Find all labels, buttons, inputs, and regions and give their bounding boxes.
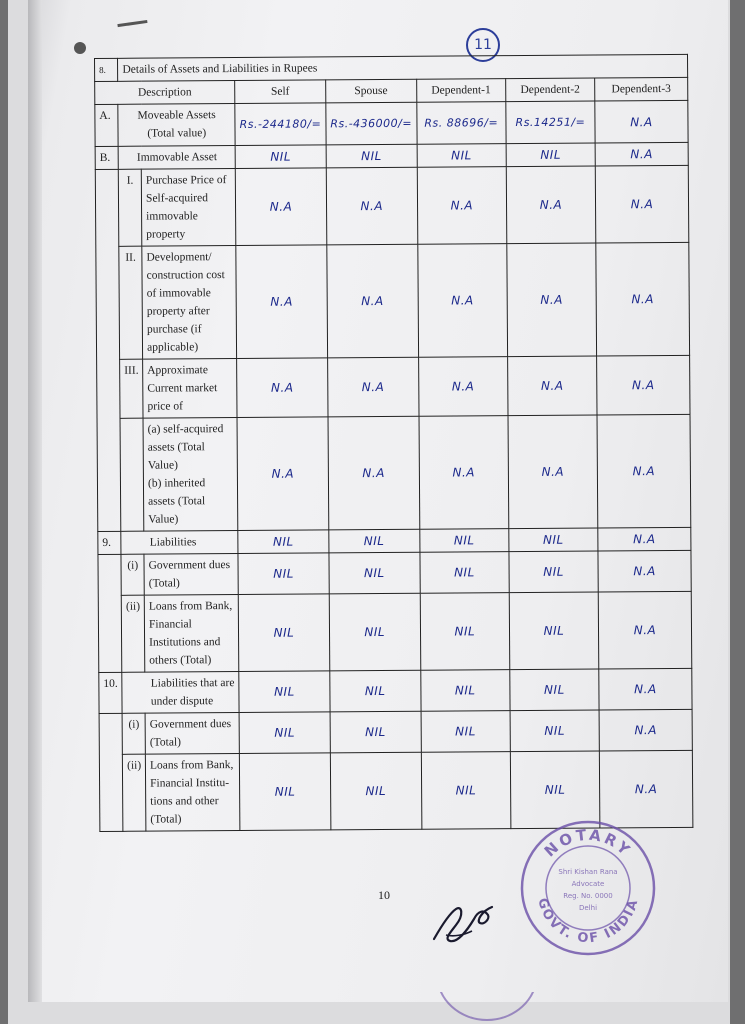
stamp-partial-below [432, 992, 542, 1024]
ink-blot [74, 42, 86, 54]
row-spacer [99, 713, 123, 831]
table-row [99, 668, 692, 713]
value-dep3: N.A [598, 550, 691, 592]
row-label [143, 418, 238, 532]
value-dep3: N.A [597, 414, 691, 528]
row-label: Government dues (Total) [144, 554, 238, 596]
value-spouse: N.A [328, 416, 420, 530]
value-dep1: NIL [421, 752, 511, 830]
row-roman: I. [119, 169, 142, 246]
section-index: 8. [95, 58, 119, 81]
stamp-inner-city: Delhi [578, 904, 598, 912]
value-self: NIL [239, 753, 330, 831]
value-dep1: N.A [417, 167, 507, 245]
row-spacer [95, 169, 121, 531]
value-spouse: NIL [326, 144, 417, 168]
value-dep3: N.A [595, 100, 688, 143]
col-dependent-2: Dependent-2 [506, 78, 595, 102]
table-row [97, 355, 690, 418]
col-dependent-1: Dependent-1 [416, 79, 506, 103]
row-label: Loans from Bank, Financial Institutions and others (Total) [144, 595, 239, 673]
value-dep3: N.A [595, 142, 688, 166]
value-dep2: N.A [507, 243, 597, 357]
self-acquired-label: (a) self-acquired assets (Total Value) [147, 423, 224, 472]
row-spacer [98, 554, 122, 672]
value-dep3: N.A [595, 165, 689, 243]
value-dep2: N.A [506, 166, 596, 244]
moveable-label: Moveable Assets [137, 109, 216, 122]
table-row [98, 591, 692, 672]
value-dep1: N.A [417, 244, 507, 358]
value-self: NIL [239, 671, 330, 713]
value-dep3: N.A [598, 527, 691, 551]
value-dep2: NIL [510, 669, 599, 711]
value-dep2: N.A [508, 356, 597, 416]
value-self: N.A [237, 417, 329, 531]
table-row [97, 414, 691, 531]
table-row [99, 709, 692, 754]
value-dep1: N.A [419, 416, 509, 530]
row-label [118, 104, 235, 147]
value-spouse: NIL [329, 552, 420, 594]
value-dep2: Rs.14251/= [506, 101, 595, 144]
value-dep2: N.A [508, 415, 598, 529]
value-dep1: NIL [419, 529, 509, 553]
value-dep3: N.A [599, 750, 693, 828]
value-self: NIL [238, 594, 329, 672]
assets-liabilities-table [94, 54, 693, 832]
value-spouse: NIL [329, 529, 420, 553]
row-label: Government dues (Total) [145, 713, 239, 755]
value-dep1: NIL [421, 711, 511, 753]
value-spouse: Rs.-436000/= [326, 102, 417, 145]
row-sub: (i) [122, 713, 145, 754]
table-row [96, 242, 690, 359]
page-marker-circle: 11 [466, 28, 500, 62]
table-row [95, 165, 689, 246]
row-label: Liabilities that are under dispute [122, 672, 239, 714]
value-self: NIL [238, 553, 329, 595]
row-label: Liabilities [121, 531, 238, 555]
value-dep2: NIL [509, 592, 599, 670]
value-self: Rs.-244180/= [235, 103, 326, 146]
table-row [95, 100, 688, 146]
row-label: Development/ construction cost of immovable property after purchase (if applicable) [142, 246, 237, 360]
value-dep1: NIL [417, 144, 507, 168]
row-roman: II. [119, 246, 142, 359]
value-dep2: NIL [510, 710, 599, 752]
row-label: Purchase Price of Self-acquired immovable property [141, 169, 236, 247]
value-dep2: NIL [509, 551, 598, 593]
col-spouse: Spouse [326, 79, 417, 103]
stamp-inner-name: Shri Kishan Rana [558, 868, 618, 876]
row-label: Immovable Asset [118, 146, 235, 170]
row-number: 10. [99, 672, 123, 713]
col-description: Description [95, 81, 235, 105]
value-spouse: NIL [330, 670, 421, 712]
stamp-top-path: NOTARY [540, 825, 636, 861]
stamp-bottom-path: GOVT. OF INDIA [534, 896, 642, 947]
value-spouse: NIL [329, 593, 420, 671]
table-row [98, 550, 691, 595]
value-self: NIL [235, 145, 326, 169]
row-roman: III. [120, 359, 143, 418]
row-sub: (i) [121, 554, 144, 595]
value-dep1: Rs. 88696/= [416, 102, 506, 145]
row-sub: (ii) [123, 754, 146, 831]
row-label: Approximate Current market price of [143, 359, 237, 419]
row-label: Loans from Bank, Financial Institu- tions and other (Total) [145, 754, 240, 832]
page-fold-shadow [28, 0, 42, 1002]
value-spouse: N.A [327, 357, 418, 417]
row-letter: B. [95, 146, 119, 169]
page-number: 10 [378, 888, 390, 902]
value-spouse: N.A [327, 244, 419, 358]
notary-stamp [518, 818, 658, 958]
row-sub: (ii) [122, 595, 145, 672]
value-dep3: N.A [596, 242, 690, 356]
value-dep2: NIL [509, 528, 598, 552]
value-self: N.A [236, 245, 328, 359]
value-dep1: NIL [420, 552, 510, 594]
value-self: N.A [237, 358, 328, 418]
inherited-label: (b) inherited assets (Total Value) [147, 477, 206, 526]
value-dep1: NIL [420, 670, 510, 712]
value-self: NIL [238, 530, 329, 554]
row-spacer [120, 418, 143, 531]
value-dep1: N.A [418, 357, 508, 417]
value-spouse: NIL [330, 711, 421, 753]
value-self: N.A [235, 168, 326, 246]
table-title: Details of Assets and Liabilities in Rupees [118, 54, 688, 81]
moveable-sublabel: (Total value) [147, 127, 207, 140]
value-self: NIL [239, 712, 330, 754]
value-dep3: N.A [597, 355, 690, 415]
value-dep1: NIL [420, 593, 510, 671]
value-spouse: N.A [326, 167, 417, 245]
row-letter: A. [95, 104, 119, 146]
value-dep3: N.A [598, 591, 692, 669]
value-dep3: N.A [599, 668, 692, 710]
value-dep3: N.A [599, 709, 692, 751]
value-dep2: NIL [506, 143, 595, 167]
col-dependent-3: Dependent-3 [595, 77, 688, 101]
col-self: Self [235, 80, 326, 104]
row-number: 9. [98, 531, 122, 554]
value-dep2: NIL [510, 751, 600, 829]
stamp-inner-title: Advocate [571, 880, 605, 888]
value-spouse: NIL [330, 752, 421, 830]
stamp-inner-reg: Reg. No. 0000 [563, 892, 613, 900]
signature [428, 895, 498, 950]
